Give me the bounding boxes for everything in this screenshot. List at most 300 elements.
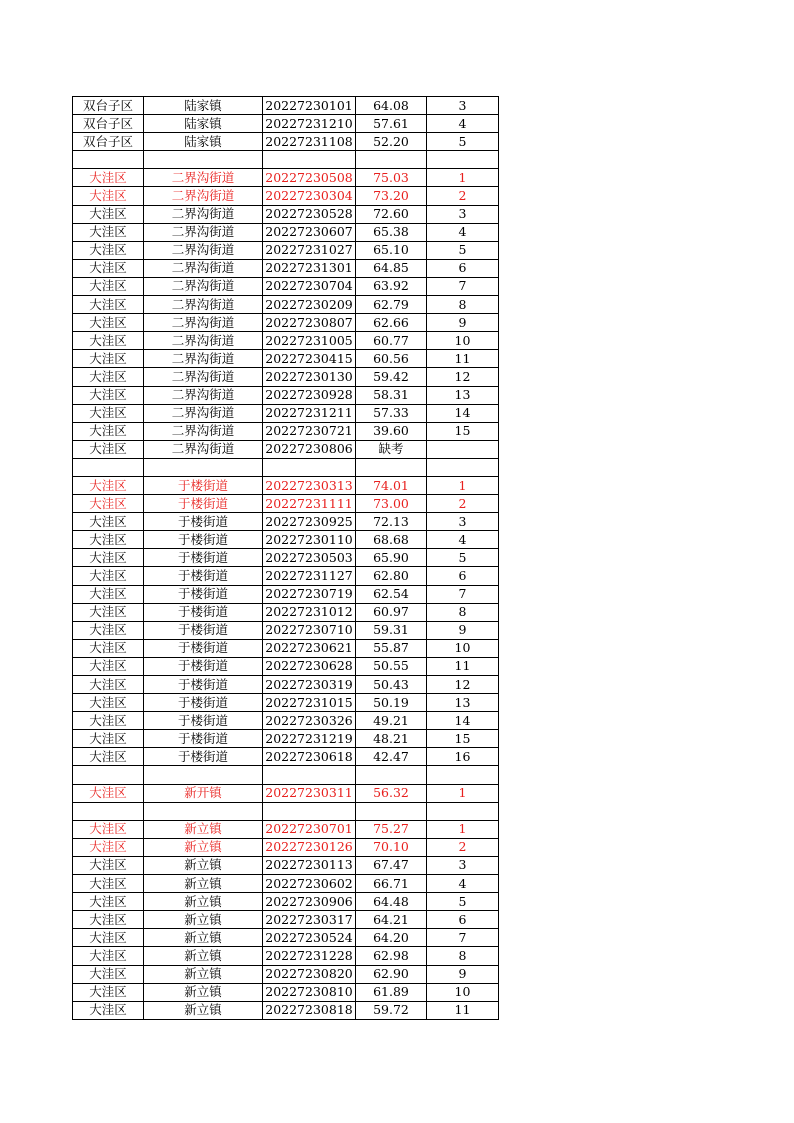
exam-id-cell: 20227230209 [263,296,356,314]
blank-cell [427,151,499,169]
rank-cell: 4 [427,223,499,241]
town-cell: 于楼街道 [144,603,263,621]
district-cell: 大洼区 [73,440,144,458]
table-row [73,983,499,1001]
district-cell: 大洼区 [73,476,144,494]
exam-id-cell: 20227230304 [263,187,356,205]
table-row [73,223,499,241]
town-cell: 新立镇 [144,1001,263,1019]
score-cell: 64.08 [356,97,427,115]
rank-cell: 2 [427,187,499,205]
district-cell: 大洼区 [73,820,144,838]
rank-cell: 7 [427,277,499,295]
district-cell: 大洼区 [73,621,144,639]
table-row [73,440,499,458]
score-cell: 57.61 [356,115,427,133]
town-cell: 新立镇 [144,911,263,929]
table-row [73,187,499,205]
blank-cell [144,802,263,820]
district-cell: 大洼区 [73,875,144,893]
score-cell: 75.27 [356,820,427,838]
table-row [73,241,499,259]
district-cell: 大洼区 [73,965,144,983]
district-cell: 大洼区 [73,314,144,332]
blank-cell [144,766,263,784]
district-cell: 双台子区 [73,97,144,115]
rank-cell: 1 [427,820,499,838]
district-cell: 大洼区 [73,386,144,404]
exam-id-cell: 20227230618 [263,748,356,766]
score-cell: 70.10 [356,838,427,856]
score-cell: 62.66 [356,314,427,332]
score-cell: 73.20 [356,187,427,205]
blank-separator-row [73,766,499,784]
blank-cell [263,802,356,820]
town-cell: 于楼街道 [144,676,263,694]
exam-id-cell: 20227230415 [263,350,356,368]
town-cell: 新立镇 [144,983,263,1001]
exam-id-cell: 20227230319 [263,676,356,694]
blank-cell [73,458,144,476]
score-cell: 55.87 [356,639,427,657]
rank-cell: 16 [427,748,499,766]
table-row [73,404,499,422]
score-cell: 63.92 [356,277,427,295]
blank-cell [427,766,499,784]
exam-id-cell: 20227230806 [263,440,356,458]
exam-id-cell: 20227230524 [263,929,356,947]
blank-cell [263,151,356,169]
exam-id-cell: 20227230820 [263,965,356,983]
town-cell: 于楼街道 [144,567,263,585]
town-cell: 于楼街道 [144,712,263,730]
rank-cell: 9 [427,965,499,983]
town-cell: 于楼街道 [144,748,263,766]
rank-cell: 5 [427,893,499,911]
exam-id-cell: 20227231027 [263,241,356,259]
table-row [73,133,499,151]
exam-id-cell: 20227230704 [263,277,356,295]
district-cell: 双台子区 [73,115,144,133]
exam-id-cell: 20227230818 [263,1001,356,1019]
town-cell: 于楼街道 [144,495,263,513]
town-cell: 新立镇 [144,838,263,856]
district-cell: 大洼区 [73,531,144,549]
table-row [73,332,499,350]
exam-id-cell: 20227230528 [263,205,356,223]
score-cell: 39.60 [356,422,427,440]
exam-id-cell: 20227230508 [263,169,356,187]
blank-cell [144,151,263,169]
table-row [73,277,499,295]
table-row [73,549,499,567]
exam-id-cell: 20227231210 [263,115,356,133]
score-cell: 62.79 [356,296,427,314]
district-cell: 大洼区 [73,911,144,929]
table-row [73,639,499,657]
table-row [73,929,499,947]
rank-cell: 8 [427,603,499,621]
rank-cell: 5 [427,241,499,259]
score-cell: 59.72 [356,1001,427,1019]
score-cell: 72.13 [356,513,427,531]
town-cell: 二界沟街道 [144,440,263,458]
rank-cell: 13 [427,694,499,712]
exam-id-cell: 20227230313 [263,476,356,494]
score-cell: 62.54 [356,585,427,603]
district-cell: 大洼区 [73,657,144,675]
rank-cell: 10 [427,983,499,1001]
score-cell: 64.20 [356,929,427,947]
score-cell: 50.19 [356,694,427,712]
town-cell: 新立镇 [144,929,263,947]
blank-cell [356,802,427,820]
district-cell: 双台子区 [73,133,144,151]
town-cell: 新立镇 [144,947,263,965]
town-cell: 于楼街道 [144,657,263,675]
rank-cell: 6 [427,911,499,929]
table-row [73,495,499,513]
score-cell: 52.20 [356,133,427,151]
exam-id-cell: 20227230101 [263,97,356,115]
district-cell: 大洼区 [73,495,144,513]
district-cell: 大洼区 [73,730,144,748]
rank-cell: 14 [427,712,499,730]
score-cell: 42.47 [356,748,427,766]
exam-id-cell: 20227230810 [263,983,356,1001]
town-cell: 二界沟街道 [144,187,263,205]
rank-cell: 9 [427,621,499,639]
table-row [73,838,499,856]
rank-cell: 3 [427,513,499,531]
exam-id-cell: 20227230326 [263,712,356,730]
district-cell: 大洼区 [73,947,144,965]
score-cell: 48.21 [356,730,427,748]
score-cell: 61.89 [356,983,427,1001]
score-cell: 49.21 [356,712,427,730]
table-row [73,965,499,983]
town-cell: 二界沟街道 [144,205,263,223]
town-cell: 陆家镇 [144,115,263,133]
table-row [73,476,499,494]
rank-cell: 3 [427,97,499,115]
score-cell: 56.32 [356,784,427,802]
table-row [73,676,499,694]
district-cell: 大洼区 [73,603,144,621]
score-cell: 75.03 [356,169,427,187]
district-cell: 大洼区 [73,838,144,856]
district-cell: 大洼区 [73,241,144,259]
rank-cell: 1 [427,784,499,802]
rank-cell: 4 [427,531,499,549]
exam-id-cell: 20227230311 [263,784,356,802]
district-cell: 大洼区 [73,567,144,585]
table-row [73,748,499,766]
district-cell: 大洼区 [73,784,144,802]
blank-cell [144,458,263,476]
blank-cell [73,802,144,820]
score-cell: 60.56 [356,350,427,368]
town-cell: 于楼街道 [144,730,263,748]
rank-cell: 2 [427,838,499,856]
rank-cell: 6 [427,259,499,277]
district-cell: 大洼区 [73,893,144,911]
rank-cell: 5 [427,133,499,151]
town-cell: 于楼街道 [144,513,263,531]
rank-cell: 4 [427,875,499,893]
town-cell: 陆家镇 [144,97,263,115]
exam-id-cell: 20227230701 [263,820,356,838]
rank-cell: 5 [427,549,499,567]
blank-cell [263,458,356,476]
blank-cell [356,766,427,784]
town-cell: 新立镇 [144,856,263,874]
town-cell: 新开镇 [144,784,263,802]
blank-cell [263,766,356,784]
score-cell: 64.21 [356,911,427,929]
district-cell: 大洼区 [73,856,144,874]
rank-cell: 15 [427,422,499,440]
table-row [73,205,499,223]
exam-id-cell: 20227230928 [263,386,356,404]
exam-id-cell: 20227231015 [263,694,356,712]
table-row [73,947,499,965]
exam-id-cell: 20227230317 [263,911,356,929]
rank-cell: 13 [427,386,499,404]
district-cell: 大洼区 [73,296,144,314]
district-cell: 大洼区 [73,639,144,657]
rank-cell: 10 [427,639,499,657]
district-cell: 大洼区 [73,169,144,187]
score-cell: 62.90 [356,965,427,983]
table-row [73,531,499,549]
district-cell: 大洼区 [73,676,144,694]
exam-id-cell: 20227231301 [263,259,356,277]
district-cell: 大洼区 [73,187,144,205]
table-row [73,368,499,386]
table-row [73,911,499,929]
rank-cell: 11 [427,350,499,368]
rank-cell: 3 [427,205,499,223]
score-cell: 67.47 [356,856,427,874]
exam-id-cell: 20227230621 [263,639,356,657]
blank-separator-row [73,458,499,476]
exam-id-cell: 20227230710 [263,621,356,639]
town-cell: 二界沟街道 [144,241,263,259]
table-row [73,1001,499,1019]
district-cell: 大洼区 [73,368,144,386]
exam-id-cell: 20227231219 [263,730,356,748]
town-cell: 新立镇 [144,820,263,838]
district-cell: 大洼区 [73,694,144,712]
rank-cell: 14 [427,404,499,422]
district-cell: 大洼区 [73,277,144,295]
exam-id-cell: 20227230110 [263,531,356,549]
exam-id-cell: 20227230130 [263,368,356,386]
exam-id-cell: 20227230607 [263,223,356,241]
district-cell: 大洼区 [73,983,144,1001]
table-row [73,856,499,874]
table-row [73,350,499,368]
score-cell: 60.77 [356,332,427,350]
exam-id-cell: 20227230719 [263,585,356,603]
district-cell: 大洼区 [73,549,144,567]
rank-cell: 11 [427,1001,499,1019]
table-row [73,820,499,838]
table-row [73,296,499,314]
table-row [73,567,499,585]
exam-id-cell: 20227230721 [263,422,356,440]
district-cell: 大洼区 [73,223,144,241]
score-cell: 62.98 [356,947,427,965]
town-cell: 二界沟街道 [144,422,263,440]
town-cell: 二界沟街道 [144,314,263,332]
rank-cell: 1 [427,169,499,187]
rank-cell: 4 [427,115,499,133]
score-cell: 74.01 [356,476,427,494]
district-cell: 大洼区 [73,712,144,730]
table-row [73,314,499,332]
table-row [73,115,499,133]
town-cell: 新立镇 [144,875,263,893]
blank-cell [427,458,499,476]
exam-id-cell: 20227231012 [263,603,356,621]
table-row [73,730,499,748]
town-cell: 二界沟街道 [144,332,263,350]
town-cell: 于楼街道 [144,639,263,657]
district-cell: 大洼区 [73,332,144,350]
rank-cell: 12 [427,368,499,386]
exam-id-cell: 20227230925 [263,513,356,531]
table-row [73,621,499,639]
table-row [73,513,499,531]
exam-id-cell: 20227230126 [263,838,356,856]
district-cell: 大洼区 [73,585,144,603]
town-cell: 二界沟街道 [144,223,263,241]
town-cell: 于楼街道 [144,549,263,567]
town-cell: 新立镇 [144,965,263,983]
blank-cell [356,151,427,169]
town-cell: 二界沟街道 [144,386,263,404]
rank-cell: 10 [427,332,499,350]
score-cell: 62.80 [356,567,427,585]
score-cell: 65.10 [356,241,427,259]
table-row [73,657,499,675]
table-row [73,169,499,187]
rank-cell: 9 [427,314,499,332]
score-cell: 73.00 [356,495,427,513]
table-row [73,875,499,893]
table-row [73,97,499,115]
score-cell: 68.68 [356,531,427,549]
table-row [73,893,499,911]
score-cell: 72.60 [356,205,427,223]
table-row [73,386,499,404]
rank-cell: 3 [427,856,499,874]
district-cell: 大洼区 [73,259,144,277]
district-cell: 大洼区 [73,1001,144,1019]
blank-separator-row [73,151,499,169]
score-cell: 65.38 [356,223,427,241]
district-cell: 大洼区 [73,350,144,368]
district-cell: 大洼区 [73,748,144,766]
score-cell: 59.42 [356,368,427,386]
town-cell: 二界沟街道 [144,277,263,295]
score-cell: 65.90 [356,549,427,567]
rank-cell: 6 [427,567,499,585]
exam-id-cell: 20227231211 [263,404,356,422]
score-table [72,96,499,1020]
town-cell: 于楼街道 [144,476,263,494]
table-row [73,422,499,440]
blank-separator-row [73,802,499,820]
score-cell: 58.31 [356,386,427,404]
rank-cell: 11 [427,657,499,675]
score-cell: 60.97 [356,603,427,621]
score-cell: 57.33 [356,404,427,422]
town-cell: 新立镇 [144,893,263,911]
rank-cell: 8 [427,296,499,314]
exam-id-cell: 20227231111 [263,495,356,513]
exam-id-cell: 20227230503 [263,549,356,567]
exam-id-cell: 20227230602 [263,875,356,893]
blank-cell [73,151,144,169]
blank-cell [73,766,144,784]
town-cell: 二界沟街道 [144,296,263,314]
table-row [73,712,499,730]
town-cell: 陆家镇 [144,133,263,151]
score-cell: 59.31 [356,621,427,639]
rank-cell: 12 [427,676,499,694]
table-row [73,694,499,712]
score-cell: 50.43 [356,676,427,694]
town-cell: 于楼街道 [144,531,263,549]
score-cell: 66.71 [356,875,427,893]
town-cell: 二界沟街道 [144,404,263,422]
rank-cell: 15 [427,730,499,748]
score-cell: 64.85 [356,259,427,277]
rank-cell: 7 [427,929,499,947]
score-cell: 64.48 [356,893,427,911]
rank-cell: 2 [427,495,499,513]
table-row [73,259,499,277]
table-row [73,585,499,603]
table-row [73,784,499,802]
exam-id-cell: 20227230807 [263,314,356,332]
score-table-body [73,97,499,1020]
district-cell: 大洼区 [73,404,144,422]
rank-cell: 8 [427,947,499,965]
exam-id-cell: 20227231108 [263,133,356,151]
district-cell: 大洼区 [73,513,144,531]
town-cell: 二界沟街道 [144,368,263,386]
exam-id-cell: 20227230906 [263,893,356,911]
town-cell: 二界沟街道 [144,350,263,368]
district-cell: 大洼区 [73,929,144,947]
district-cell: 大洼区 [73,205,144,223]
town-cell: 于楼街道 [144,585,263,603]
town-cell: 二界沟街道 [144,259,263,277]
rank-cell: 7 [427,585,499,603]
exam-id-cell: 20227231228 [263,947,356,965]
table-row [73,603,499,621]
exam-id-cell: 20227231127 [263,567,356,585]
town-cell: 于楼街道 [144,621,263,639]
score-cell: 缺考 [356,440,427,458]
district-cell: 大洼区 [73,422,144,440]
score-cell: 50.55 [356,657,427,675]
exam-id-cell: 20227231005 [263,332,356,350]
